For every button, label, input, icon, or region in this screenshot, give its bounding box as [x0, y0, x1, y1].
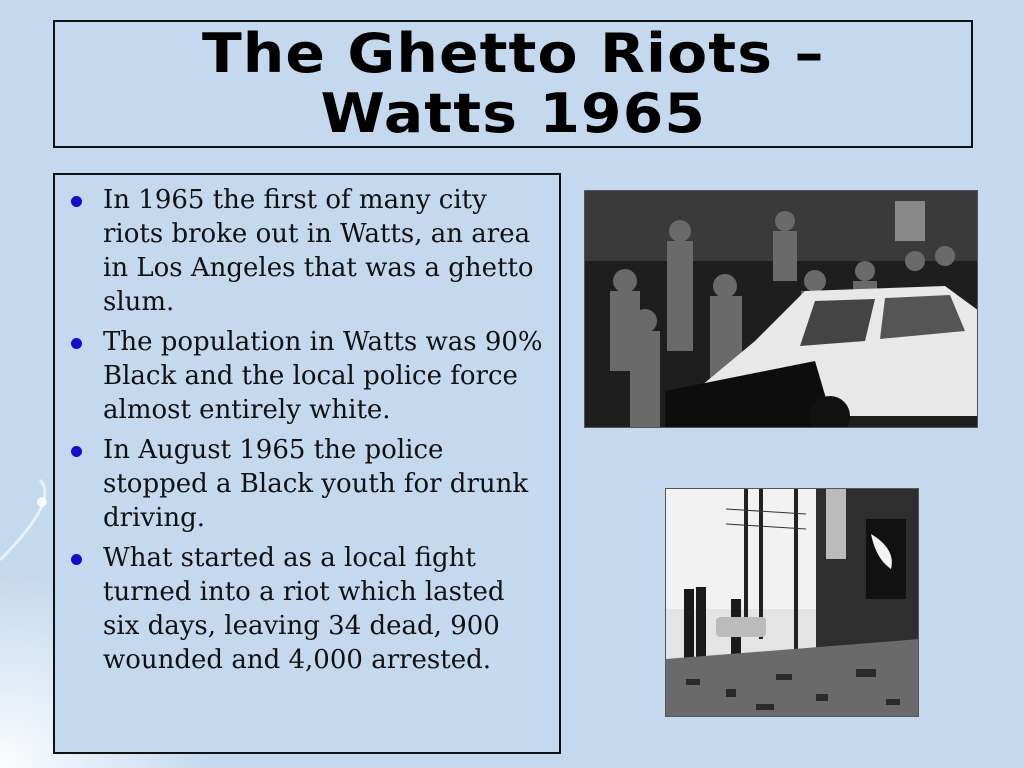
bullet-dot-icon	[71, 446, 82, 457]
bullet-list	[55, 175, 559, 677]
bullet-text: In August 1965 the police stopped a Black youth for drunk driving.	[103, 435, 529, 533]
bullet-item	[103, 325, 549, 427]
bullet-item	[103, 183, 549, 319]
title-line-2: Watts 1965	[320, 82, 706, 145]
slide-title	[202, 24, 825, 144]
title-box	[53, 20, 973, 148]
title-line-1: The Ghetto Riots –	[201, 22, 825, 85]
bullet-text: What started as a local fight turned into a riot which lasted six days, leaving 34 dead, 900 wounded and 4,000 arrested.	[103, 543, 505, 675]
bullet-content-box	[53, 173, 561, 754]
damaged-street-photo	[665, 488, 919, 717]
bullet-dot-icon	[71, 338, 82, 349]
bullet-dot-icon	[71, 196, 82, 207]
bullet-item	[103, 433, 549, 535]
bullet-item	[103, 541, 549, 677]
bullet-text: In 1965 the first of many city riots broke out in Watts, an area in Los Angeles that was a ghetto slum.	[103, 185, 534, 317]
crowd-on-police-car-photo	[584, 190, 978, 428]
bullet-text: The population in Watts was 90% Black and the local police force almost entirely white.	[103, 327, 543, 425]
bullet-dot-icon	[71, 554, 82, 565]
